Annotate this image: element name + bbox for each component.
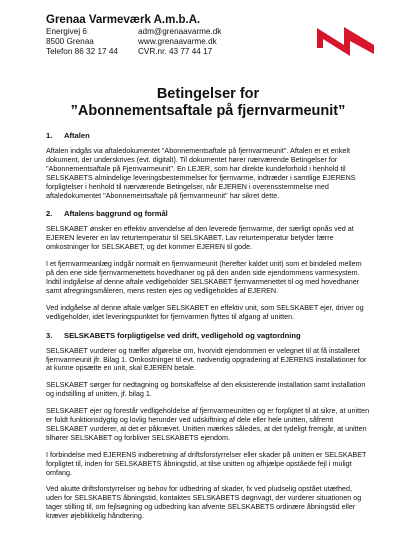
- paragraph: I forbindelse med EJERENS indberetning af driftsforstyrrelser eller skader på unitten er SELSKABET forpligtet til, inden for SELSKABETS åbningstid, at tilse unitten og afhjælpe opståede fejl i muligt omfang.: [46, 449, 367, 477]
- section-baggrund: [46, 209, 370, 321]
- section-title: Aftalens baggrund og formål: [64, 209, 168, 219]
- address-street: Energivej 6: [46, 27, 87, 36]
- email-address[interactable]: adm@grenaavarme.dk: [138, 27, 222, 36]
- section-number: 1.: [46, 131, 53, 140]
- title-line-1: Betingelser for: [156, 86, 260, 102]
- section-number: 2.: [46, 209, 53, 219]
- phone-number: Telefon 86 32 17 44: [46, 47, 118, 57]
- address-city: 8500 Grenaa: [46, 37, 94, 47]
- document-title: [46, 86, 370, 119]
- company-logo-icon: [314, 14, 378, 58]
- title-line-2: ”Abonnementsaftale på fjernvarmeunit”: [70, 102, 346, 119]
- section-heading: [46, 131, 370, 140]
- section-title: Aftalen: [64, 131, 90, 140]
- paragraph: SELSKABET ejer og forestår vedligeholdelse af fjernvarmeunitten og er forpligtet til at sikre, at unitten er fuldt funktionsdygtig og lovlig herunder ved udskiftning af dele eller hele unitten, såfremt SELSKABET vurderer, at det er påkrævet. Unitten mærkes således, at det tydeligt fremgår, at unitten tilhører SELSKABET og forbliver SELSKABETS ejendom.: [46, 406, 370, 442]
- company-name: Grenaa Varmeværk A.m.b.A.: [46, 14, 201, 26]
- paragraph: SELSKABET vurderer og træffer afgørelse om, hvorvidt ejendommen er velegnet til at få installeret fjernvarmeunit jfr. Bilag 1. Omkostninger til evt. nødvendig opgradering af EJERENS installationer for at kunne opsætte en unit, skal EJEREN betale.: [46, 345, 367, 373]
- paragraph: SELSKABET ønsker en effektiv anvendelse af den leverede fjernvarme, der særligt opnås ved at EJEREN leverer en lav returtemperatur til SELSKABET. Lav returtemperatur betyder færre omkostninger for SELSKABET, og det kommer EJEREN til gode.: [46, 224, 354, 252]
- cvr-number: CVR.nr. 43 77 44 17: [138, 47, 213, 57]
- section-aftalen: [46, 131, 370, 200]
- section-title: SELSKABETS forpligtigelse ved drift, vedligehold og vagtordning: [64, 330, 301, 340]
- section-number: 3.: [46, 330, 53, 340]
- section-forpligtigelse: [46, 331, 370, 522]
- paragraph: I et fjernvarmeanlæg indgår normalt en fjernvarmeunit (herefter kaldet unit) som et bindeled mellem på den ene side fjernvarmenettets hovedhaner og på den anden side ejendommens varmesystem. Indtil indgåelse af denne aftale vedligeholder SELSKABET fjernvarmenettet til og med hovedhaner samt afregningsmåleren, mens resten ejes og vedligeholdes af EJEREN.: [46, 259, 362, 295]
- section-heading: [46, 209, 370, 218]
- paragraph: Aftalen indgås via aftaledokumentet "Abonnementsaftale på fjernvarmeunit". Aftalen er et enkelt dokument, der underskrives (evt. digitalt). Til dokumentet hører nærværende Betingelser for "Abonnementsaftale på Fjernvarmeunit". En LEJER, som har direkte kundeforhold i henhold til SELSKABETS almindelige leveringsbestemmelser for fjernvarme, indtræder i samtlige EJERENS forpligtelser i henhold til nærværende Betingelser, når EJEREN i overensstemmelse med aftaledokumentet "Abonnementsaftale på fjernvarmeunit" har sikret dette.: [46, 146, 356, 200]
- paragraph: SELSKABET sørger for nedtagning og bortskaffelse af den eksisterende installation samt installation og indstilling af unitten, jf. bilag 1.: [46, 380, 366, 399]
- paragraph: Ved akutte driftsforstyrrelser og behov for udbedring af skader, fx ved pludselig opstået utæthed, uden for SELSKABETS åbningstid, kontaktes SELSKABETS døgnvagt, der vurderer situationen og tager stilling til, om fejlsøgning og udbedring kan afvente SELSKABETS ordinære åbningstid eller kræver øjeblikkelig håndtering.: [46, 484, 362, 521]
- website-url[interactable]: www.grenaavarme.dk: [138, 37, 217, 47]
- paragraph: Ved indgåelse af denne aftale vælger SELSKABET en effektiv unit, som SELSKABET ejer, driver og vedligeholder, idet leveringspunktet for fjernvarmen flyttes til afgang af unitten.: [46, 302, 364, 321]
- letterhead: [46, 14, 370, 86]
- section-heading: [46, 331, 370, 340]
